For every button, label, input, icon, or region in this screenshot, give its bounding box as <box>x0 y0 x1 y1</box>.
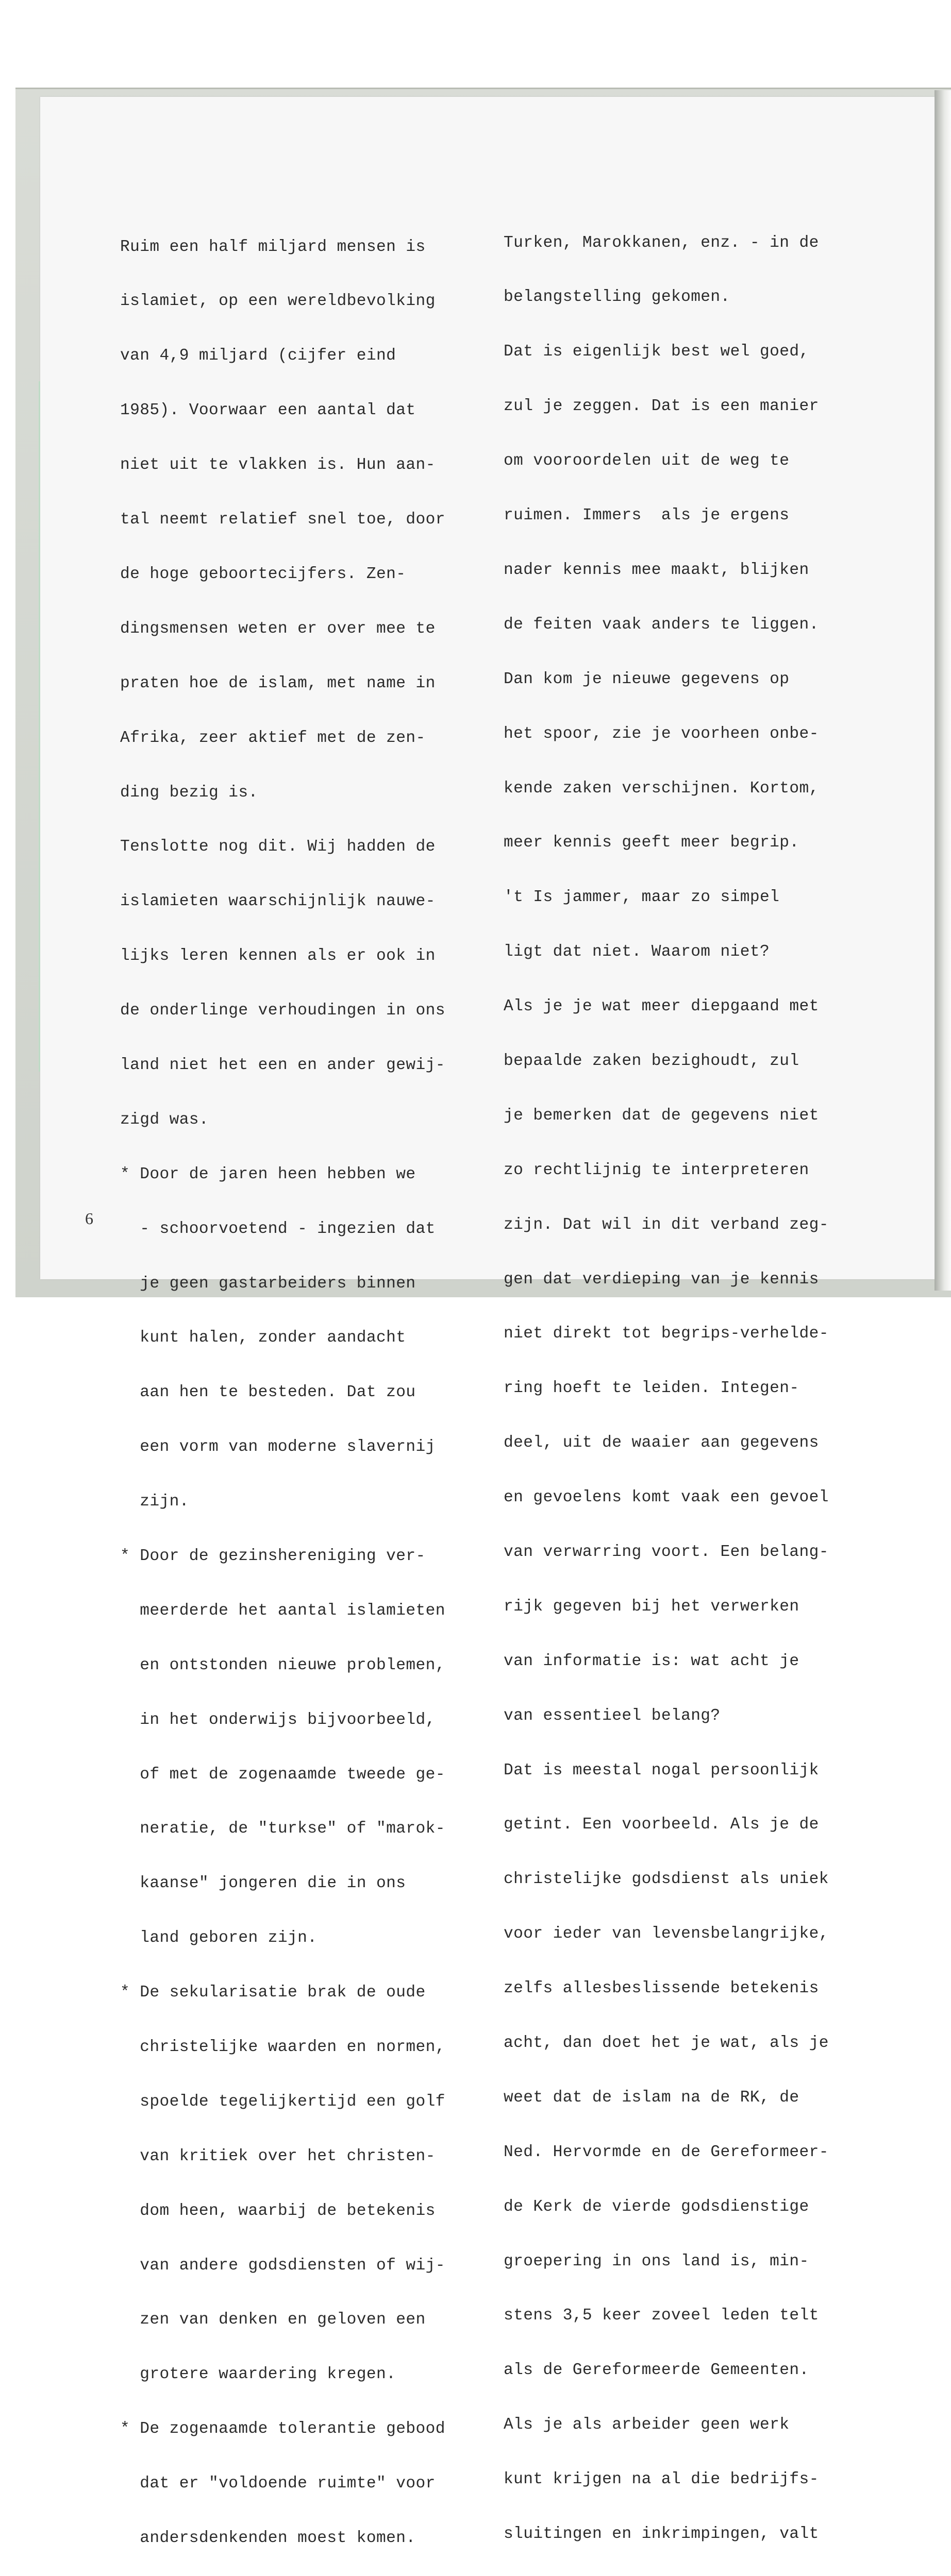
text-line: in het onderwijs bijvoorbeeld, <box>120 1710 436 1729</box>
text-line: en ontstonden nieuwe problemen, <box>120 1656 445 1674</box>
text-line: of met de zogenaamde tweede ge- <box>120 1765 445 1784</box>
text-line: dat er "voldoende ruimte" voor <box>120 2475 436 2493</box>
text-line: Dat is meestal nogal persoonlijk <box>504 1761 819 1780</box>
list-item: * De zogenaamde tolerantie gebood <box>120 2420 445 2438</box>
text-line: neratie, de "turkse" of "marok- <box>120 1820 445 1838</box>
text-line: ligt dat niet. Waarom niet? <box>504 943 770 961</box>
text-line: ruimen. Immers als je ergens <box>504 506 790 525</box>
text-line: niet direkt tot begrips-verhelde- <box>504 1325 829 1343</box>
text-line: van verwarring voort. Een belang- <box>504 1543 829 1561</box>
page-number: 6 <box>85 1209 93 1228</box>
text-line: niet uit te vlakken is. Hun aan- <box>120 456 436 474</box>
text-line: lijks leren kennen als er ook in <box>120 947 436 965</box>
text-line: ring hoeft te leiden. Integen- <box>504 1379 799 1398</box>
text-line: weet dat de islam na de RK, de <box>504 2088 799 2107</box>
text-line: Afrika, zeer aktief met de zen- <box>120 728 426 747</box>
list-item: * De sekularisatie brak de oude <box>120 1984 426 2002</box>
text-line: sluitingen en inkrimpingen, valt <box>504 2525 819 2543</box>
left-column <box>120 201 445 2576</box>
text-line: andersdenkenden moest komen. <box>120 2529 416 2547</box>
text-line: dom heen, waarbij de betekenis <box>120 2201 436 2220</box>
list-item: * Door de gezinshereniging ver- <box>120 1547 426 1565</box>
text-line: de feiten vaak anders te liggen. <box>504 615 819 634</box>
text-line: de hoge geboortecijfers. Zen- <box>120 565 406 583</box>
text-line: een vorm van moderne slavernij <box>120 1438 436 1456</box>
text-line: de Kerk de vierde godsdienstige <box>504 2197 809 2216</box>
text-line: van andere godsdiensten of wij- <box>120 2256 445 2275</box>
text-line: aan hen te besteden. Dat zou <box>120 1383 416 1402</box>
text-line: zijn. Dat wil in dit verband zeg- <box>504 1215 829 1234</box>
text-line: voor ieder van levensbelangrijke, <box>504 1925 829 1943</box>
text-line: praten hoe de islam, met name in <box>120 674 436 692</box>
text-line: ding bezig is. <box>120 783 258 802</box>
text-line: zul je zeggen. Dat is een manier <box>504 397 819 416</box>
text-line: meerderde het aantal islamieten <box>120 1601 445 1620</box>
book-edge <box>935 90 951 1291</box>
text-line: christelijke godsdienst als uniek <box>504 1870 829 1889</box>
text-line: kunt krijgen na al die bedrijfs- <box>504 2470 819 2489</box>
text-line: 1985). Voorwaar een aantal dat <box>120 401 416 420</box>
text-line: kunt halen, zonder aandacht <box>120 1329 406 1347</box>
text-line: land geboren zijn. <box>120 1929 318 1947</box>
text-line: christelijke waarden en normen, <box>120 2038 445 2056</box>
text-line: grotere waardering kregen. <box>120 2365 396 2384</box>
text-line: kende zaken verschijnen. Kortom, <box>504 779 819 798</box>
text-line: het spoor, zie je voorheen onbe- <box>504 724 819 743</box>
text-line: nader kennis mee maakt, blijken <box>504 561 809 579</box>
text-line: acht, dan doet het je wat, als je <box>504 2033 829 2052</box>
text-line: je bemerken dat de gegevens niet <box>504 1106 819 1125</box>
text-line: Ned. Hervormde en de Gereformeer- <box>504 2143 829 2161</box>
text-line: Als je je wat meer diepgaand met <box>504 997 819 1016</box>
text-line: de onderlinge verhoudingen in ons <box>120 1002 445 1020</box>
text-line: groepering in ons land is, min- <box>504 2252 809 2270</box>
text-line: belangstelling gekomen. <box>504 288 730 307</box>
text-line: Tenslotte nog dit. Wij hadden de <box>120 838 436 856</box>
text-line: meer kennis geeft meer begrip. <box>504 834 799 852</box>
text-line: bepaalde zaken bezighoudt, zul <box>504 1052 799 1070</box>
right-column <box>504 197 829 2576</box>
text-line: zelfs allesbeslissende betekenis <box>504 1979 819 1998</box>
text-line: spoelde tegelijkertijd een golf <box>120 2092 445 2111</box>
text-line: Dat is eigenlijk best wel goed, <box>504 343 809 361</box>
text-line: je geen gastarbeiders binnen <box>120 1274 416 1293</box>
text-line: zijn. <box>120 1493 189 1511</box>
text-line: van essentieel belang? <box>504 1706 721 1725</box>
text-line: van informatie is: wat acht je <box>504 1652 799 1670</box>
text-line: - schoorvoetend - ingezien dat <box>120 1219 436 1238</box>
text-line: kaanse" jongeren die in ons <box>120 1874 406 1893</box>
text-line: zigd was. <box>120 1110 209 1129</box>
text-line: islamiet, op een wereldbevolking <box>120 292 436 311</box>
text-line: om vooroordelen uit de weg te <box>504 452 790 470</box>
text-line: islamieten waarschijnlijk nauwe- <box>120 892 436 911</box>
text-line: 't Is jammer, maar zo simpel <box>504 888 780 907</box>
text-line: zo rechtlijnig te interpreteren <box>504 1161 809 1179</box>
text-line: Turken, Marokkanen, enz. - in de <box>504 233 819 252</box>
text-line: land niet het een en ander gewij- <box>120 1056 445 1074</box>
text-line: Als je als arbeider geen werk <box>504 2416 790 2434</box>
text-line: dingsmensen weten er over mee te <box>120 619 436 638</box>
text-line: als de Gereformeerde Gemeenten. <box>504 2361 809 2380</box>
text-line: zen van denken en geloven een <box>120 2311 426 2329</box>
text-line: stens 3,5 keer zoveel leden telt <box>504 2307 819 2325</box>
text-line: en gevoelens komt vaak een gevoel <box>504 1488 829 1507</box>
text-line: Dan kom je nieuwe gegevens op <box>504 670 790 688</box>
text-line: gen dat verdieping van je kennis <box>504 1270 819 1289</box>
text-line: rijk gegeven bij het verwerken <box>504 1597 799 1616</box>
list-item: * Door de jaren heen hebben we <box>120 1165 416 1183</box>
text-line: van 4,9 miljard (cijfer eind <box>120 347 396 365</box>
text-line: Ruim een half miljard mensen is <box>120 238 426 256</box>
text-line: tal neemt relatief snel toe, door <box>120 511 445 529</box>
text-line: getint. Een voorbeeld. Als je de <box>504 1816 819 1834</box>
text-line: deel, uit de waaier aan gegevens <box>504 1434 819 1452</box>
text-line: van kritiek over het christen- <box>120 2147 436 2165</box>
